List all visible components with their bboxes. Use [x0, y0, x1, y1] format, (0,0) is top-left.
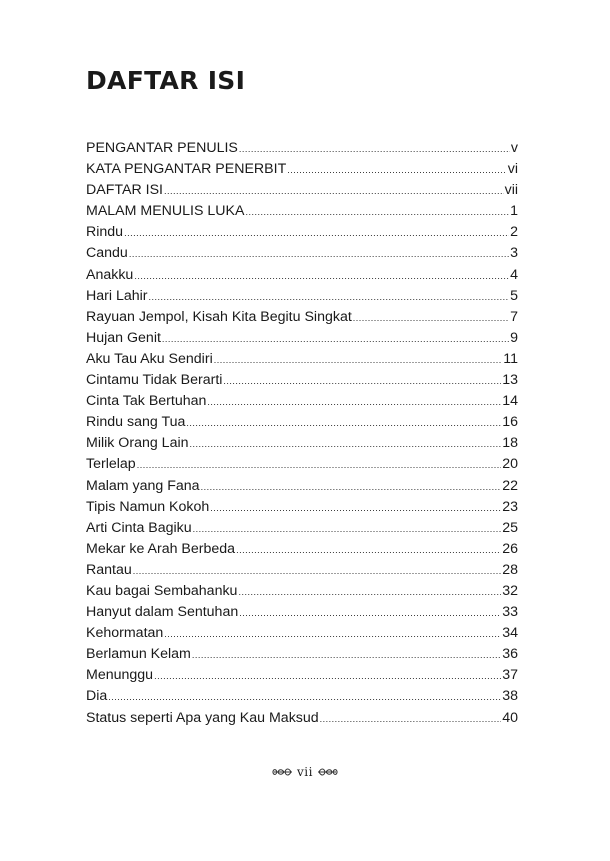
- toc-entry-title: Tipis Namun Kokoh: [86, 498, 210, 515]
- dot-leader: [124, 222, 509, 244]
- toc-entry: [86, 138, 518, 159]
- dot-leader: [207, 391, 501, 413]
- toc-entry: [86, 180, 518, 201]
- toc-entry-page: 32: [502, 582, 518, 599]
- toc-entry-title: PENGANTAR PENULIS: [86, 140, 238, 156]
- toc-entry: [86, 349, 518, 370]
- laurel-left-icon: [271, 765, 293, 779]
- toc-entry-title: Arti Cinta Bagiku: [86, 519, 192, 536]
- dot-leader: [186, 412, 501, 434]
- toc-entry-page: 36: [502, 646, 518, 663]
- toc-entry-title: Rayuan Jempol, Kisah Kita Begitu Singkat: [86, 308, 352, 325]
- toc-entry-title: Kau bagai Sembahanku: [86, 582, 238, 599]
- toc-entry: [86, 560, 518, 581]
- toc-entry: [86, 602, 518, 623]
- toc-entry: [86, 623, 518, 644]
- toc-entry-title: Terlelap: [86, 456, 136, 473]
- toc-entry: [86, 476, 518, 497]
- toc-entry: [86, 159, 518, 180]
- toc-entry-title: Hujan Genit: [86, 329, 161, 346]
- toc-entry-page: 4: [510, 266, 518, 283]
- toc-entry: [86, 243, 518, 264]
- toc-entry-page: 13: [502, 372, 518, 389]
- toc-entry-page: vii: [504, 182, 518, 199]
- dot-leader: [190, 433, 502, 455]
- dot-leader: [320, 708, 502, 730]
- toc-entry-title: DAFTAR ISI: [86, 182, 163, 199]
- toc-entry-title: Rantau: [86, 561, 132, 578]
- toc-entry: [86, 644, 518, 665]
- toc-entry-page: vi: [507, 161, 518, 178]
- dot-leader: [137, 454, 502, 476]
- toc-entry: [86, 497, 518, 518]
- toc-entry-page: 22: [502, 477, 518, 494]
- toc-entry-title: Rindu: [86, 224, 124, 241]
- toc-entry: [86, 518, 518, 539]
- toc-entry: [86, 286, 518, 307]
- toc-entry-title: Berlamun Kelam: [86, 646, 191, 663]
- toc-entry-page: 9: [510, 329, 518, 346]
- toc-entry-page: v: [510, 140, 518, 156]
- dot-leader: [245, 201, 509, 223]
- dot-leader: [108, 686, 501, 708]
- dot-leader: [223, 370, 501, 392]
- toc-entry: [86, 686, 518, 707]
- toc-entry-page: 18: [502, 435, 518, 452]
- dot-leader: [353, 307, 509, 329]
- toc-entry-title: Dia: [86, 688, 108, 705]
- toc-entry-page: 3: [510, 245, 518, 262]
- toc-entry: [86, 222, 518, 243]
- toc-entry-page: 14: [502, 393, 518, 410]
- toc-entry-title: Cinta Tak Bertuhan: [86, 393, 207, 410]
- dot-leader: [134, 265, 509, 287]
- dot-leader: [214, 349, 503, 371]
- laurel-right-icon: [317, 765, 339, 779]
- toc-entry-page: 20: [502, 456, 518, 473]
- dot-leader: [193, 518, 502, 540]
- toc-entry-title: Mekar ke Arah Berbeda: [86, 540, 236, 557]
- dot-leader: [238, 581, 501, 603]
- toc-entry-page: 37: [502, 667, 518, 684]
- toc-entry: [86, 665, 518, 686]
- toc-entry-page: 7: [510, 308, 518, 325]
- dot-leader: [133, 560, 501, 582]
- toc-entry-page: 33: [502, 604, 518, 621]
- page-number: vii: [297, 765, 313, 779]
- toc-entry: [86, 265, 518, 286]
- toc-entry-page: 5: [510, 287, 518, 304]
- toc-entry-title: Malam yang Fana: [86, 477, 200, 494]
- toc-entry: [86, 391, 518, 412]
- toc-entry: [86, 370, 518, 391]
- dot-leader: [129, 243, 509, 265]
- page-title: DAFTAR ISI: [86, 66, 246, 95]
- dot-leader: [239, 138, 510, 160]
- toc-entry-title: Hanyut dalam Sentuhan: [86, 604, 239, 621]
- toc-entry: [86, 201, 518, 222]
- toc-entry: [86, 581, 518, 602]
- toc-entry-page: 11: [503, 350, 518, 367]
- toc-entry-page: 25: [502, 519, 518, 536]
- dot-leader: [162, 328, 509, 350]
- toc-entry-page: 2: [510, 224, 518, 241]
- dot-leader: [164, 623, 501, 645]
- toc-entry-title: MALAM MENULIS LUKA: [86, 203, 245, 220]
- toc-entry-page: 38: [502, 688, 518, 705]
- dot-leader: [201, 476, 502, 498]
- toc-entry: [86, 412, 518, 433]
- dot-leader: [149, 286, 510, 308]
- toc-entry-title: Aku Tau Aku Sendiri: [86, 350, 213, 367]
- dot-leader: [192, 644, 501, 666]
- toc-entry-page: 34: [502, 625, 518, 642]
- dot-leader: [164, 180, 504, 202]
- toc-entry-page: 16: [502, 414, 518, 431]
- toc-entry: [86, 539, 518, 560]
- toc-entry-title: Milik Orang Lain: [86, 435, 189, 452]
- toc-entry: [86, 328, 518, 349]
- dot-leader: [154, 665, 501, 687]
- toc-entry-page: 28: [502, 561, 518, 578]
- dot-leader: [236, 539, 501, 561]
- toc-entry: [86, 433, 518, 454]
- toc-entry-title: KATA PENGANTAR PENERBIT: [86, 161, 287, 178]
- dot-leader: [210, 497, 501, 519]
- toc-entry-title: Rindu sang Tua: [86, 414, 186, 431]
- toc-entry-title: Menunggu: [86, 667, 154, 684]
- toc-entry-title: Candu: [86, 245, 128, 262]
- toc-entry: [86, 307, 518, 328]
- dot-leader: [239, 602, 501, 624]
- toc-entry-page: 26: [502, 540, 518, 557]
- toc-entry-title: Status seperti Apa yang Kau Maksud: [86, 709, 319, 726]
- toc-entry-title: Cintamu Tidak Berarti: [86, 372, 223, 389]
- toc-entry-title: Hari Lahir: [86, 287, 148, 304]
- toc-entry-page: 1: [510, 203, 518, 220]
- toc-entry-title: Kehormatan: [86, 625, 164, 642]
- toc-entry-title: Anakku: [86, 266, 134, 283]
- dot-leader: [287, 159, 507, 181]
- table-of-contents: [86, 138, 518, 729]
- toc-entry-page: 23: [502, 498, 518, 515]
- toc-entry: [86, 708, 518, 729]
- page-footer: [0, 765, 610, 779]
- toc-entry: [86, 454, 518, 475]
- toc-entry-page: 40: [502, 709, 518, 726]
